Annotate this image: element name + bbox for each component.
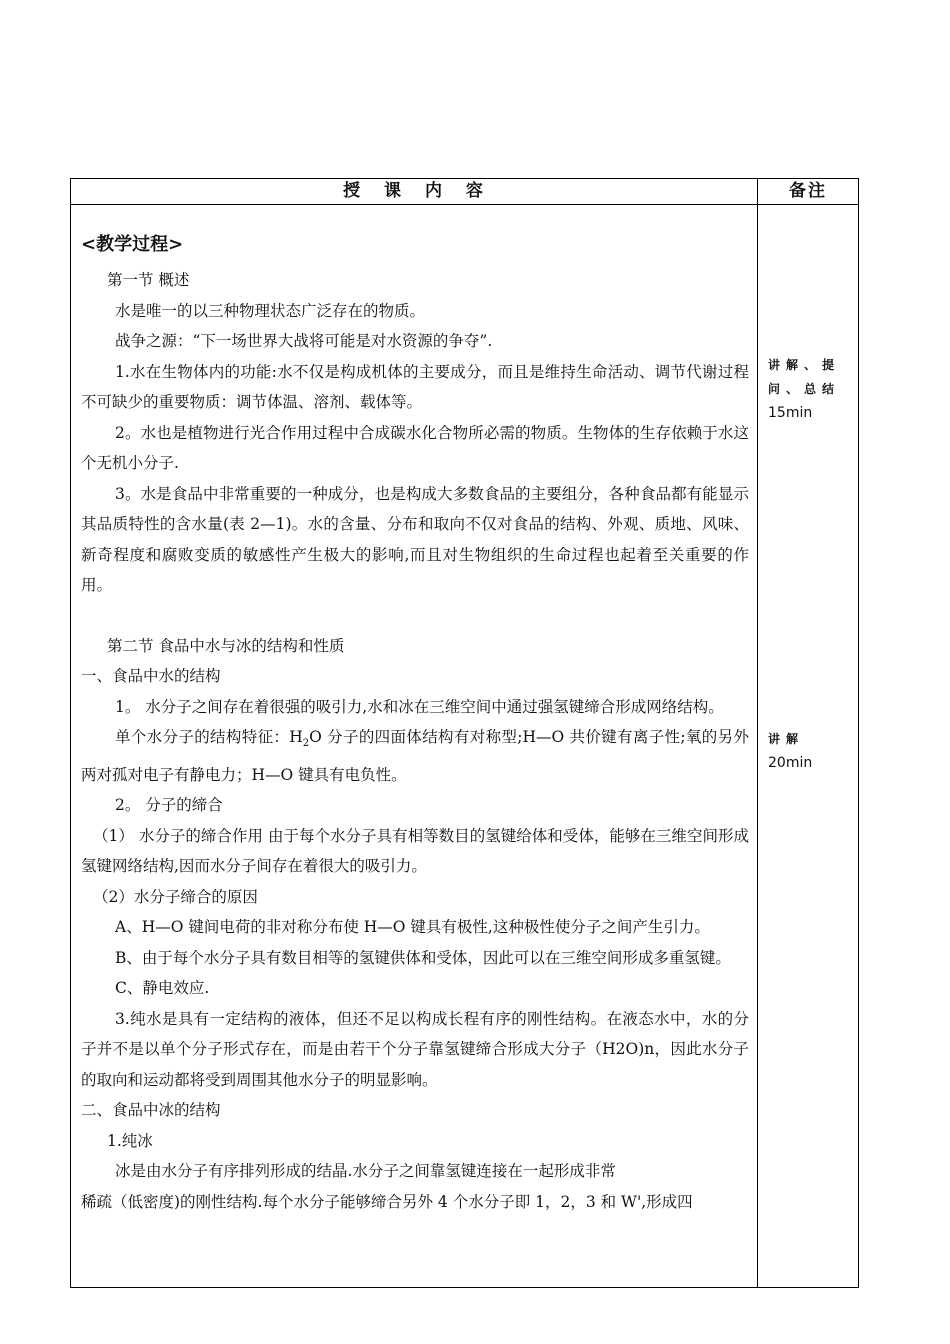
paragraph: 2。 分子的缔合 — [115, 796, 223, 815]
note-text: 讲解 — [768, 732, 805, 746]
paragraph — [81, 722, 749, 790]
list-item: C、静电效应. — [115, 979, 210, 998]
list-item: B、由于每个水分子具有数目相等的氢键供体和受体，因此可以在三维空间形成多重氢键。 — [115, 948, 731, 967]
paragraph: 2。水也是植物进行光合作用过程中合成碳水化合物所必需的物质。生物体的生存依赖于水这个无机小分子. — [81, 423, 749, 472]
note-block-1 — [768, 353, 854, 425]
notes-column-header: 备注 — [789, 181, 827, 201]
paragraph: 3.纯水是具有一定结构的液体，但还不足以构成长程有序的刚性结构。在液态水中，水的分子并不是以单个分子形式存在，而是由若干个分子靠氢键缔合形成大分子（H2O)n，因此水分子的取向和运动都将受到周围其他水分子的明显影响。 — [81, 1009, 749, 1089]
paragraph: （1） 水分子的缔合作用 由于每个水分子具有相等数目的氢键给体和受体，能够在三维空间形成氢键网络结构,因而水分子间存在着很大的吸引力。 — [81, 826, 749, 876]
text-fragment: O 分子的四面体结构有对称型;H—O 共价键有离子性;氧的另外两对孤对电子有静电力；H—O 键具有电负性。 — [81, 728, 749, 784]
note-time: 15min — [768, 405, 813, 421]
lesson-content — [81, 231, 749, 1217]
list-item: A、H—O 键间电荷的非对称分布使 H—O 键具有极性,这种极性使分子之间产生引力。 — [115, 918, 710, 937]
paragraph: 1.水在生物体内的功能:水不仅是构成机体的主要成分，而且是维持生命活动、调节代谢过程不可缺少的重要物质：调节体温、溶剂、载体等。 — [81, 362, 749, 411]
teaching-process-heading: <教学过程> — [81, 234, 184, 255]
lesson-table — [70, 178, 859, 1288]
paragraph: 战争之源：“下一场世界大战将可能是对水资源的争夺”. — [115, 332, 493, 350]
paragraph: （2）水分子缔合的原因 — [93, 887, 258, 906]
section1-title: 第一节 概述 — [107, 271, 190, 289]
column-divider — [757, 179, 758, 1287]
paragraph: 1.纯冰 — [107, 1131, 153, 1150]
content-column-header: 授 课 内 容 — [343, 181, 485, 201]
subsection-title: 二、食品中冰的结构 — [81, 1101, 221, 1120]
note-time: 20min — [768, 755, 813, 771]
paragraph: 冰是由水分子有序排列形成的结晶.水分子之间靠氢键连接在一起形成非常 — [115, 1162, 616, 1181]
text-fragment: 单个水分子的结构特征：H — [115, 728, 303, 746]
subscript: 2 — [302, 738, 310, 750]
note-text: 讲解、提 — [768, 358, 841, 372]
paragraph: 稀疏（低密度)的刚性结构.每个水分子能够缔合另外 4 个水分子即 1，2，3 和 W',形成四 — [81, 1192, 693, 1211]
note-block-2 — [768, 727, 854, 775]
spacer — [81, 601, 749, 631]
paragraph: 3。水是食品中非常重要的一种成分，也是构成大多数食品的主要组分，各种食品都有能显示其品质特性的含水量(表 2—1)。水的含量、分布和取向不仅对食品的结构、外观、质地、风味、新奇程度和腐败变质的敏感性产生极大的影响,而且对生物组织的生命过程也起着至关重要的作用。 — [81, 484, 749, 594]
section2-title: 第二节 食品中水与冰的结构和性质 — [107, 636, 345, 655]
paragraph: 水是唯一的以三种物理状态广泛存在的物质。 — [115, 301, 426, 320]
paragraph: 1。 水分子之间存在着很强的吸引力,水和冰在三维空间中通过强氢键缔合形成网络结构。 — [115, 697, 724, 716]
header-divider — [71, 204, 858, 205]
note-text: 问、总结 — [768, 382, 841, 396]
subsection-title: 一、食品中水的结构 — [81, 667, 221, 685]
